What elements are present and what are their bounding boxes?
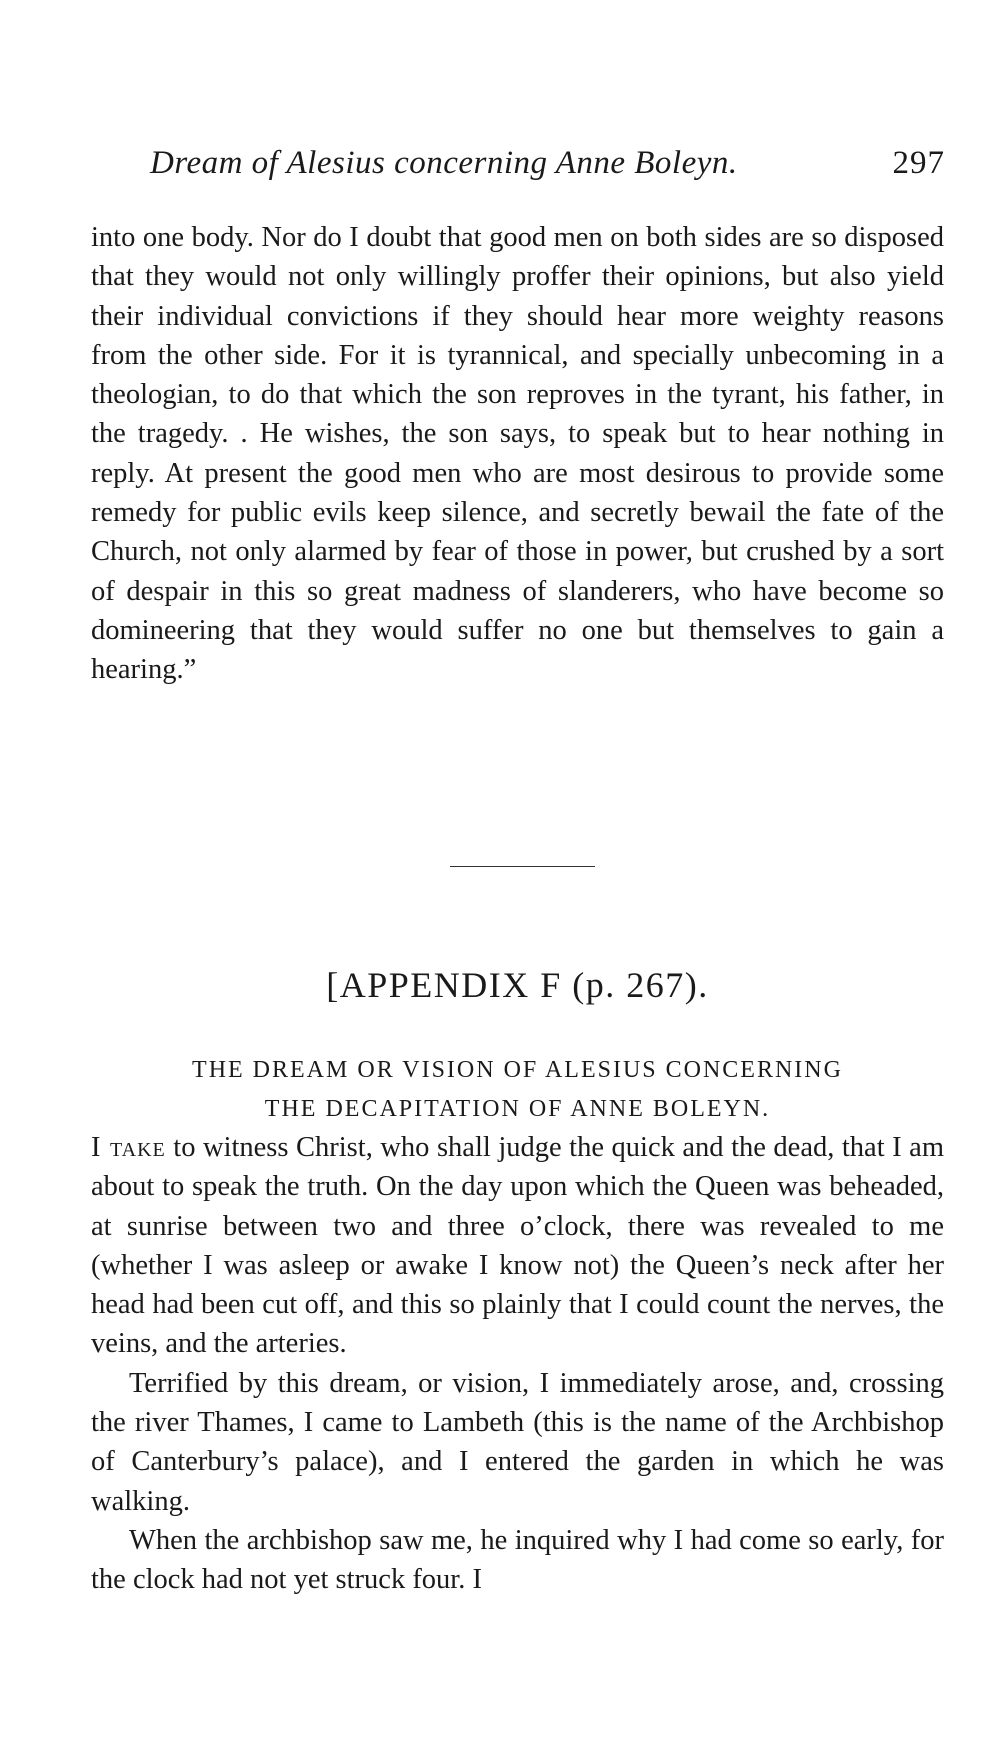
continued-text-block xyxy=(91,218,944,690)
appendix-paragraph-3: When the archbishop saw me, he inquired why I had come so early, for the clock had not yet struck four. I xyxy=(91,1524,944,1596)
continued-paragraph: into one body. Nor do I doubt that good men on both sides are so disposed that they would not only willingly proffer their opinions, but also yield their individual convictions if they should hear more weighty reasons from the other side. For it is tyrannical, and specially unbecoming in a theologian, to do that which the son reproves in the tyrant, his father, in the tragedy. . He wishes, the son says, to speak but to hear nothing in reply. At present the good men who are most desirous to provide some remedy for public evils keep silence, and secretly bewail the fate of the Church, not only alarmed by fear of those in power, but crushed by a sort of despair in this so great madness of slanderers, who have become so domineering that they would suffer no one but themselves to gain a hearing.” xyxy=(91,222,944,686)
appendix-paragraph-1 xyxy=(91,1128,944,1364)
paragraph-lead-smallcaps: I take xyxy=(91,1132,166,1163)
appendix-text-block xyxy=(91,1128,944,1600)
page-number: 297 xyxy=(892,145,945,181)
running-header xyxy=(150,138,945,188)
appendix-paragraph-2: Terrified by this dream, or vision, I immediately arose, and, crossing the river Thames, I came to Lambeth (this is the name of the Archbishop of Canterbury’s palace), and I entered the garden in which he was walking. xyxy=(91,1367,944,1517)
paragraph-1-rest: to witness Christ, who shall judge the quick and the dead, that I am about to speak the truth. On the day upon which the Queen was beheaded, at sunrise between two and three o’clock, there was revealed to me (whether I was asleep or awake I know not) the Queen’s neck after her head had been cut off, and this so plainly that I could count the nerves, the veins, and the arteries. xyxy=(91,1132,944,1360)
section-divider-rule xyxy=(450,866,595,867)
appendix-subheading xyxy=(91,1051,944,1129)
appendix-heading: [APPENDIX F (p. 267). xyxy=(326,965,709,1005)
running-title: Dream of Alesius concerning Anne Boleyn. xyxy=(150,145,738,181)
subheading-line-2: THE DECAPITATION OF ANNE BOLEYN. xyxy=(264,1096,771,1122)
subheading-line-1: THE DREAM OR VISION OF ALESIUS CONCERNING xyxy=(192,1057,843,1083)
